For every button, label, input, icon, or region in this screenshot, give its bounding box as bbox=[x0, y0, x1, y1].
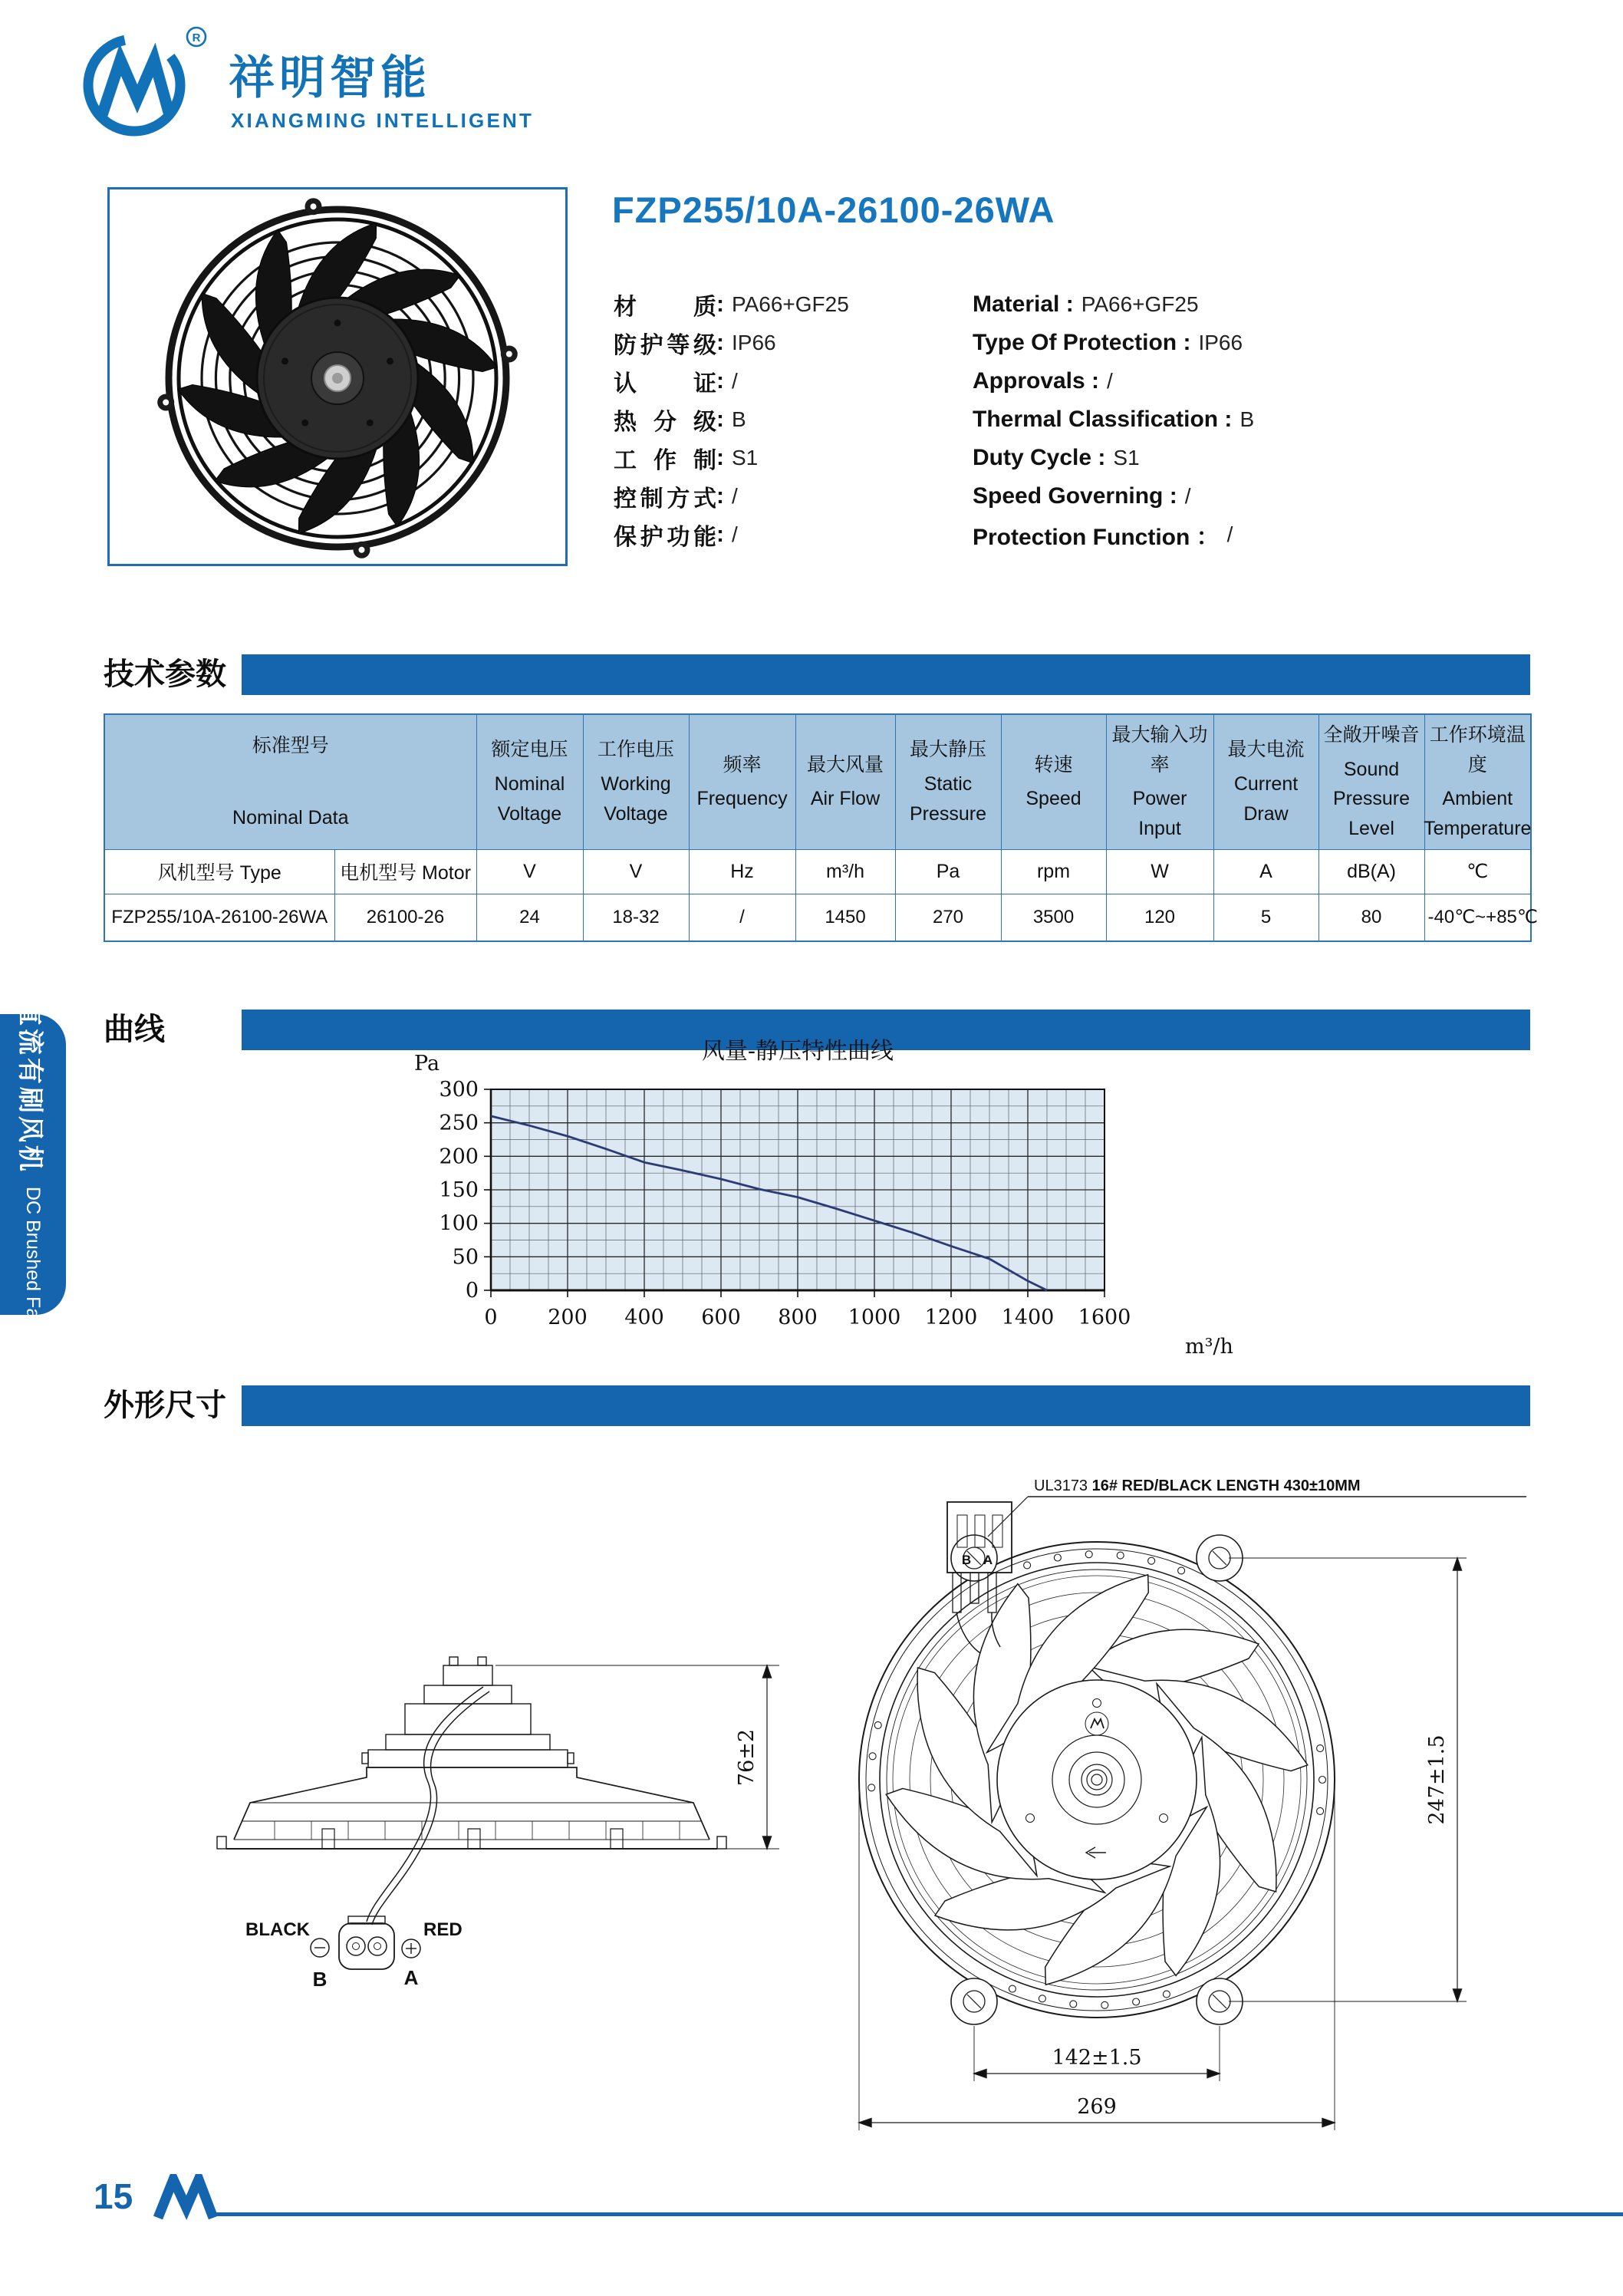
spec-value: S1 bbox=[1113, 446, 1140, 469]
spec-value: / bbox=[1226, 522, 1233, 546]
unit-cell: m³/h bbox=[795, 849, 895, 894]
column-header-en: Nominal Data bbox=[232, 807, 349, 829]
column-header bbox=[895, 714, 1001, 849]
unit-cell: dB(A) bbox=[1318, 849, 1424, 894]
dim-diameter-label: 247±1.5 bbox=[1425, 1734, 1449, 1825]
column-header bbox=[476, 714, 583, 849]
value-cell: 120 bbox=[1106, 894, 1213, 941]
column-header bbox=[689, 714, 795, 849]
column-header-en: Power Input bbox=[1132, 788, 1187, 839]
x-tick-label: 400 bbox=[624, 1306, 664, 1329]
section-bar-params bbox=[242, 654, 1530, 695]
column-header-cn: 工作环境温度 bbox=[1429, 723, 1526, 776]
spec-value: / bbox=[1184, 484, 1191, 508]
spec-label-en: Type Of Protection : bbox=[973, 330, 1191, 355]
column-header-cn: 全敞开噪音 bbox=[1323, 723, 1420, 746]
y-tick-label: 200 bbox=[439, 1145, 479, 1169]
wire-spec-label: UL3173 16# RED/BLACK LENGTH 430±10MM bbox=[1034, 1477, 1361, 1494]
value-cell: 3500 bbox=[1001, 894, 1106, 941]
column-header-en: Sound Pressure Level bbox=[1332, 758, 1411, 839]
x-tick-label: 1200 bbox=[924, 1306, 978, 1329]
spec-row-cn: 控 制 方 式 : / bbox=[614, 477, 849, 516]
wire-black-label: BLACK bbox=[245, 1919, 310, 1940]
spec-value: IP66 bbox=[732, 331, 776, 354]
category-tab-en: DC Brushed Fan bbox=[22, 1186, 44, 1330]
y-tick-label: 0 bbox=[465, 1279, 479, 1303]
section-title-dims: 外形尺寸 bbox=[104, 1388, 226, 1422]
y-tick-label: 150 bbox=[439, 1178, 479, 1202]
value-cell: 26100-26 bbox=[334, 894, 476, 941]
column-header bbox=[1318, 714, 1424, 849]
spec-value: / bbox=[1107, 369, 1113, 393]
registered-mark: R bbox=[192, 31, 201, 44]
footer-logo-icon bbox=[152, 2174, 221, 2222]
spec-row-en bbox=[973, 516, 1254, 554]
spec-value: PA66+GF25 bbox=[1081, 292, 1199, 316]
spec-label-en: Material : bbox=[973, 292, 1074, 317]
logo-mark-icon bbox=[70, 21, 206, 150]
unit-cell: W bbox=[1106, 849, 1213, 894]
column-header-en: Frequency bbox=[696, 788, 788, 810]
column-header bbox=[1213, 714, 1318, 849]
column-header-cn: 工作电压 bbox=[598, 739, 675, 761]
unit-cell: V bbox=[476, 849, 583, 894]
spec-value: B bbox=[1239, 407, 1255, 431]
x-tick-label: 1600 bbox=[1078, 1306, 1131, 1329]
spec-row-en bbox=[973, 285, 1254, 324]
unit-cell: Pa bbox=[895, 849, 1001, 894]
fan-photo-art bbox=[157, 198, 518, 558]
spec-list-en bbox=[973, 285, 1254, 554]
column-header-en: Working Voltage bbox=[601, 772, 671, 825]
column-header-en: Ambient Temperature bbox=[1424, 788, 1532, 839]
value-cell: 18-32 bbox=[583, 894, 689, 941]
column-header-en: Static Pressure bbox=[909, 772, 987, 825]
value-cell: 80 bbox=[1318, 894, 1424, 941]
spec-label-cn: 材 质 bbox=[614, 295, 716, 320]
y-tick-label: 50 bbox=[452, 1245, 479, 1270]
unit-cell: ℃ bbox=[1424, 849, 1531, 894]
spec-value: S1 bbox=[732, 446, 759, 469]
x-axis-label: m³/h bbox=[1185, 1335, 1233, 1359]
section-bar-dims bbox=[242, 1385, 1530, 1426]
spec-value: IP66 bbox=[1198, 331, 1243, 354]
section-title-params: 技术参数 bbox=[104, 657, 226, 691]
value-cell: 270 bbox=[895, 894, 1001, 941]
column-header-cn: 最大输入功率 bbox=[1111, 723, 1208, 776]
table-units-row bbox=[104, 849, 1531, 894]
wire-red-label: RED bbox=[423, 1919, 463, 1940]
column-header-cn: 频率 bbox=[723, 753, 762, 776]
section-title-curve: 曲线 bbox=[104, 1013, 165, 1046]
table-data-row bbox=[104, 894, 1531, 941]
brand-name-cn: 祥明智能 bbox=[229, 52, 431, 104]
pin-a-label: A bbox=[403, 1966, 419, 1989]
dim-bolt-span-label: 142±1.5 bbox=[1052, 2046, 1142, 2070]
spec-label-cn: 热 分 级 bbox=[614, 410, 716, 435]
spec-row-en bbox=[973, 324, 1254, 362]
y-tick-label: 250 bbox=[439, 1111, 479, 1135]
column-header-cn: 最大静压 bbox=[910, 739, 987, 761]
chart-title: 风量-静压特性曲线 bbox=[701, 1038, 894, 1065]
unit-cell: 风机型号 Type bbox=[104, 849, 334, 894]
spec-value: PA66+GF25 bbox=[732, 292, 849, 316]
column-header bbox=[1001, 714, 1106, 849]
column-header bbox=[583, 714, 689, 849]
spec-label-cn: 认 证 bbox=[614, 371, 716, 397]
spec-label-cn: 控 制 方 式 bbox=[614, 486, 716, 512]
y-axis-label: Pa bbox=[414, 1052, 440, 1076]
column-header-cn: 额定电压 bbox=[491, 739, 568, 761]
brand-name-en: XIANGMING INTELLIGENT bbox=[231, 109, 535, 132]
spec-row-cn: 防 护 等 级 : IP66 bbox=[614, 324, 849, 362]
spec-label-en: Duty Cycle : bbox=[973, 445, 1106, 470]
pin-b-label: B bbox=[312, 1968, 328, 1991]
x-tick-label: 0 bbox=[484, 1306, 498, 1329]
dim-height-label: 76±2 bbox=[735, 1728, 759, 1787]
product-photo-frame bbox=[107, 187, 568, 566]
spec-value: / bbox=[732, 522, 738, 546]
product-photo bbox=[110, 189, 565, 564]
category-tab-cn: 直流有刷风机 bbox=[15, 999, 45, 1174]
column-header-cn: 最大电流 bbox=[1227, 739, 1305, 761]
column-header-en: Speed bbox=[1025, 788, 1081, 810]
value-cell: / bbox=[689, 894, 795, 941]
spec-row-cn: 热 分 级 : B bbox=[614, 400, 849, 439]
value-cell: 5 bbox=[1213, 894, 1318, 941]
y-tick-label: 100 bbox=[439, 1211, 479, 1236]
brand-logo bbox=[54, 20, 591, 150]
spec-label-cn: 工 作 制 bbox=[614, 448, 716, 473]
spec-label-en: Thermal Classification : bbox=[973, 407, 1233, 432]
spec-list-cn bbox=[614, 285, 849, 554]
value-cell: 1450 bbox=[795, 894, 895, 941]
spec-value: / bbox=[732, 484, 738, 508]
column-header bbox=[1106, 714, 1213, 849]
unit-cell: 电机型号 Motor bbox=[334, 849, 476, 894]
dimension-drawings bbox=[69, 1423, 1572, 2159]
unit-cell: Hz bbox=[689, 849, 795, 894]
connector-b-label: B bbox=[961, 1553, 972, 1567]
x-tick-label: 200 bbox=[548, 1306, 588, 1329]
spec-row-en bbox=[973, 439, 1254, 477]
column-header-cn: 转速 bbox=[1034, 753, 1073, 776]
x-tick-label: 600 bbox=[701, 1306, 741, 1329]
column-header-en: Air Flow bbox=[810, 788, 881, 810]
spec-row-cn: 工 作 制 : S1 bbox=[614, 439, 849, 477]
product-model: FZP255/10A-26100-26WA bbox=[612, 189, 1055, 230]
spec-row-cn: 材 质 : PA66+GF25 bbox=[614, 285, 849, 324]
spec-label-cn: 防 护 等 级 bbox=[614, 333, 716, 358]
pq-curve-chart bbox=[353, 1028, 1312, 1388]
spec-row-en bbox=[973, 400, 1254, 439]
category-tab-text bbox=[0, 999, 66, 1330]
unit-cell: rpm bbox=[1001, 849, 1106, 894]
unit-cell: V bbox=[583, 849, 689, 894]
spec-value: B bbox=[732, 407, 746, 431]
column-header-cn: 最大风量 bbox=[807, 753, 884, 776]
dim-frame-width-label: 269 bbox=[1077, 2095, 1117, 2119]
x-tick-label: 800 bbox=[778, 1306, 818, 1329]
spec-row-en bbox=[973, 477, 1254, 516]
spec-row-cn: 保 护 功 能 : / bbox=[614, 516, 849, 554]
page-number: 15 bbox=[94, 2176, 133, 2216]
category-tab bbox=[0, 999, 66, 1330]
table-header-row bbox=[104, 714, 1531, 849]
unit-cell: A bbox=[1213, 849, 1318, 894]
footer-rule bbox=[216, 2212, 1623, 2216]
column-header bbox=[1424, 714, 1531, 849]
spec-row-en bbox=[973, 362, 1254, 400]
spec-value: / bbox=[732, 369, 738, 393]
parameters-table bbox=[104, 713, 1538, 942]
connector-a-label: A bbox=[983, 1553, 993, 1567]
spec-label-en: Protection Function ： bbox=[973, 525, 1220, 550]
spec-label-en: Approvals : bbox=[973, 368, 1100, 394]
y-tick-label: 300 bbox=[439, 1078, 479, 1102]
value-cell: 24 bbox=[476, 894, 583, 941]
spec-label-cn: 保 护 功 能 bbox=[614, 525, 716, 550]
spec-row-cn: 认 证 : / bbox=[614, 362, 849, 400]
value-cell: -40℃~+85℃ bbox=[1424, 894, 1531, 941]
value-cell: FZP255/10A-26100-26WA bbox=[104, 894, 334, 941]
x-tick-label: 1400 bbox=[1001, 1306, 1055, 1329]
column-header-en: Nominal Voltage bbox=[494, 772, 565, 825]
column-header bbox=[795, 714, 895, 849]
column-header-cn: 标准型号 bbox=[252, 734, 329, 756]
column-header bbox=[104, 714, 476, 849]
column-header-en: Current Draw bbox=[1233, 772, 1299, 825]
spec-label-en: Speed Governing : bbox=[973, 483, 1177, 509]
x-tick-label: 1000 bbox=[848, 1306, 901, 1329]
